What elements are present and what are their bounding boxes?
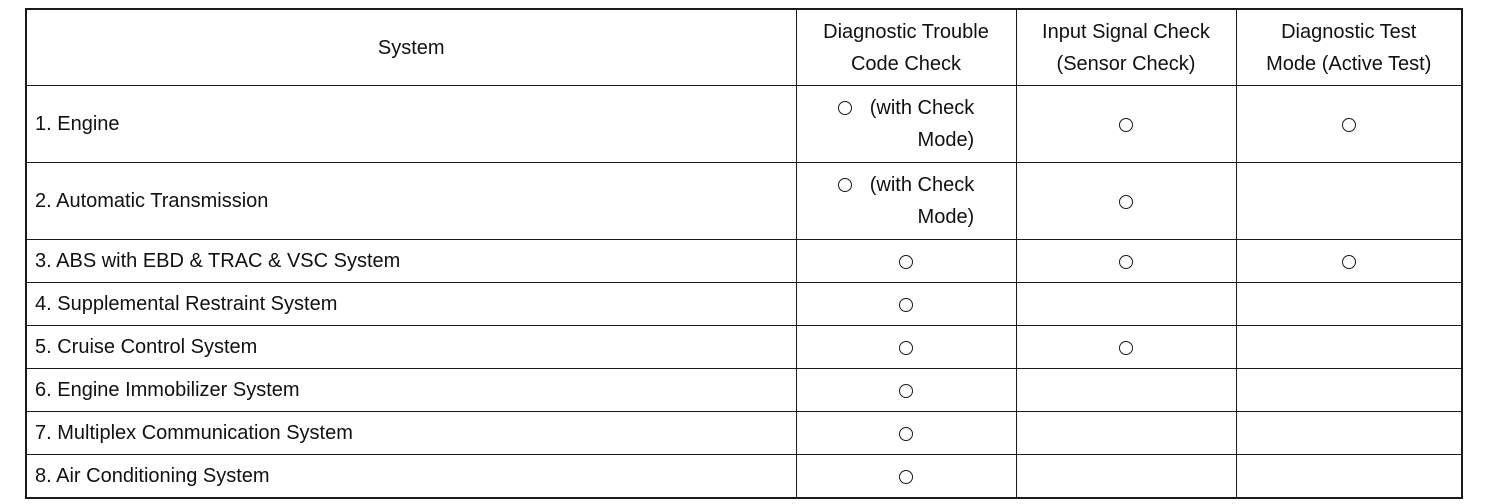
circle-icon [899,255,913,269]
dtc-cell [796,326,1016,369]
active-cell [1236,369,1462,412]
active-cell [1236,86,1462,163]
input-cell [1016,86,1236,163]
circle-icon [899,427,913,441]
dtc-cell [796,369,1016,412]
active-cell [1236,240,1462,283]
system-name: 1. Engine [26,86,796,163]
system-name: 8. Air Conditioning System [26,455,796,499]
circle-icon [1119,195,1133,209]
table-row [26,86,1462,163]
header-input-signal-check: Input Signal Check (Sensor Check) [1016,9,1236,86]
circle-icon [838,101,852,115]
circle-icon [1342,118,1356,132]
header-dtc-check: Diagnostic Trouble Code Check [796,9,1016,86]
circle-icon [1342,255,1356,269]
circle-icon [899,298,913,312]
dtc-cell [796,455,1016,499]
input-cell [1016,412,1236,455]
dtc-cell [796,412,1016,455]
table-row [26,326,1462,369]
circle-icon [1119,341,1133,355]
system-name: 2. Automatic Transmission [26,163,796,240]
system-name: 4. Supplemental Restraint System [26,283,796,326]
circle-icon [1119,118,1133,132]
system-name: 7. Multiplex Communication System [26,412,796,455]
active-cell [1236,163,1462,240]
table-row [26,455,1462,499]
check-mode-note: (with Check Mode) [869,174,975,228]
header-system: System [26,9,796,86]
input-cell [1016,326,1236,369]
system-name: 5. Cruise Control System [26,326,796,369]
circle-icon [899,470,913,484]
active-cell [1236,283,1462,326]
header-row [26,9,1462,86]
dtc-mark-with-note [797,169,1016,233]
active-cell [1236,412,1462,455]
table-row [26,283,1462,326]
circle-icon [1119,255,1133,269]
input-cell [1016,369,1236,412]
dtc-cell [796,86,1016,163]
table-row [26,163,1462,240]
diagnostic-function-table [25,8,1463,499]
input-cell [1016,163,1236,240]
check-mode-note: (with Check Mode) [869,97,975,151]
input-cell [1016,240,1236,283]
active-cell [1236,455,1462,499]
system-name: 6. Engine Immobilizer System [26,369,796,412]
table-body [26,86,1462,499]
dtc-mark-with-note [797,92,1016,156]
header-active-test: Diagnostic Test Mode (Active Test) [1236,9,1462,86]
table-row [26,369,1462,412]
dtc-cell [796,240,1016,283]
active-cell [1236,326,1462,369]
dtc-cell [796,163,1016,240]
circle-icon [899,384,913,398]
table-row [26,412,1462,455]
system-name: 3. ABS with EBD & TRAC & VSC System [26,240,796,283]
input-cell [1016,455,1236,499]
circle-icon [899,341,913,355]
circle-icon [838,178,852,192]
input-cell [1016,283,1236,326]
table-row [26,240,1462,283]
dtc-cell [796,283,1016,326]
